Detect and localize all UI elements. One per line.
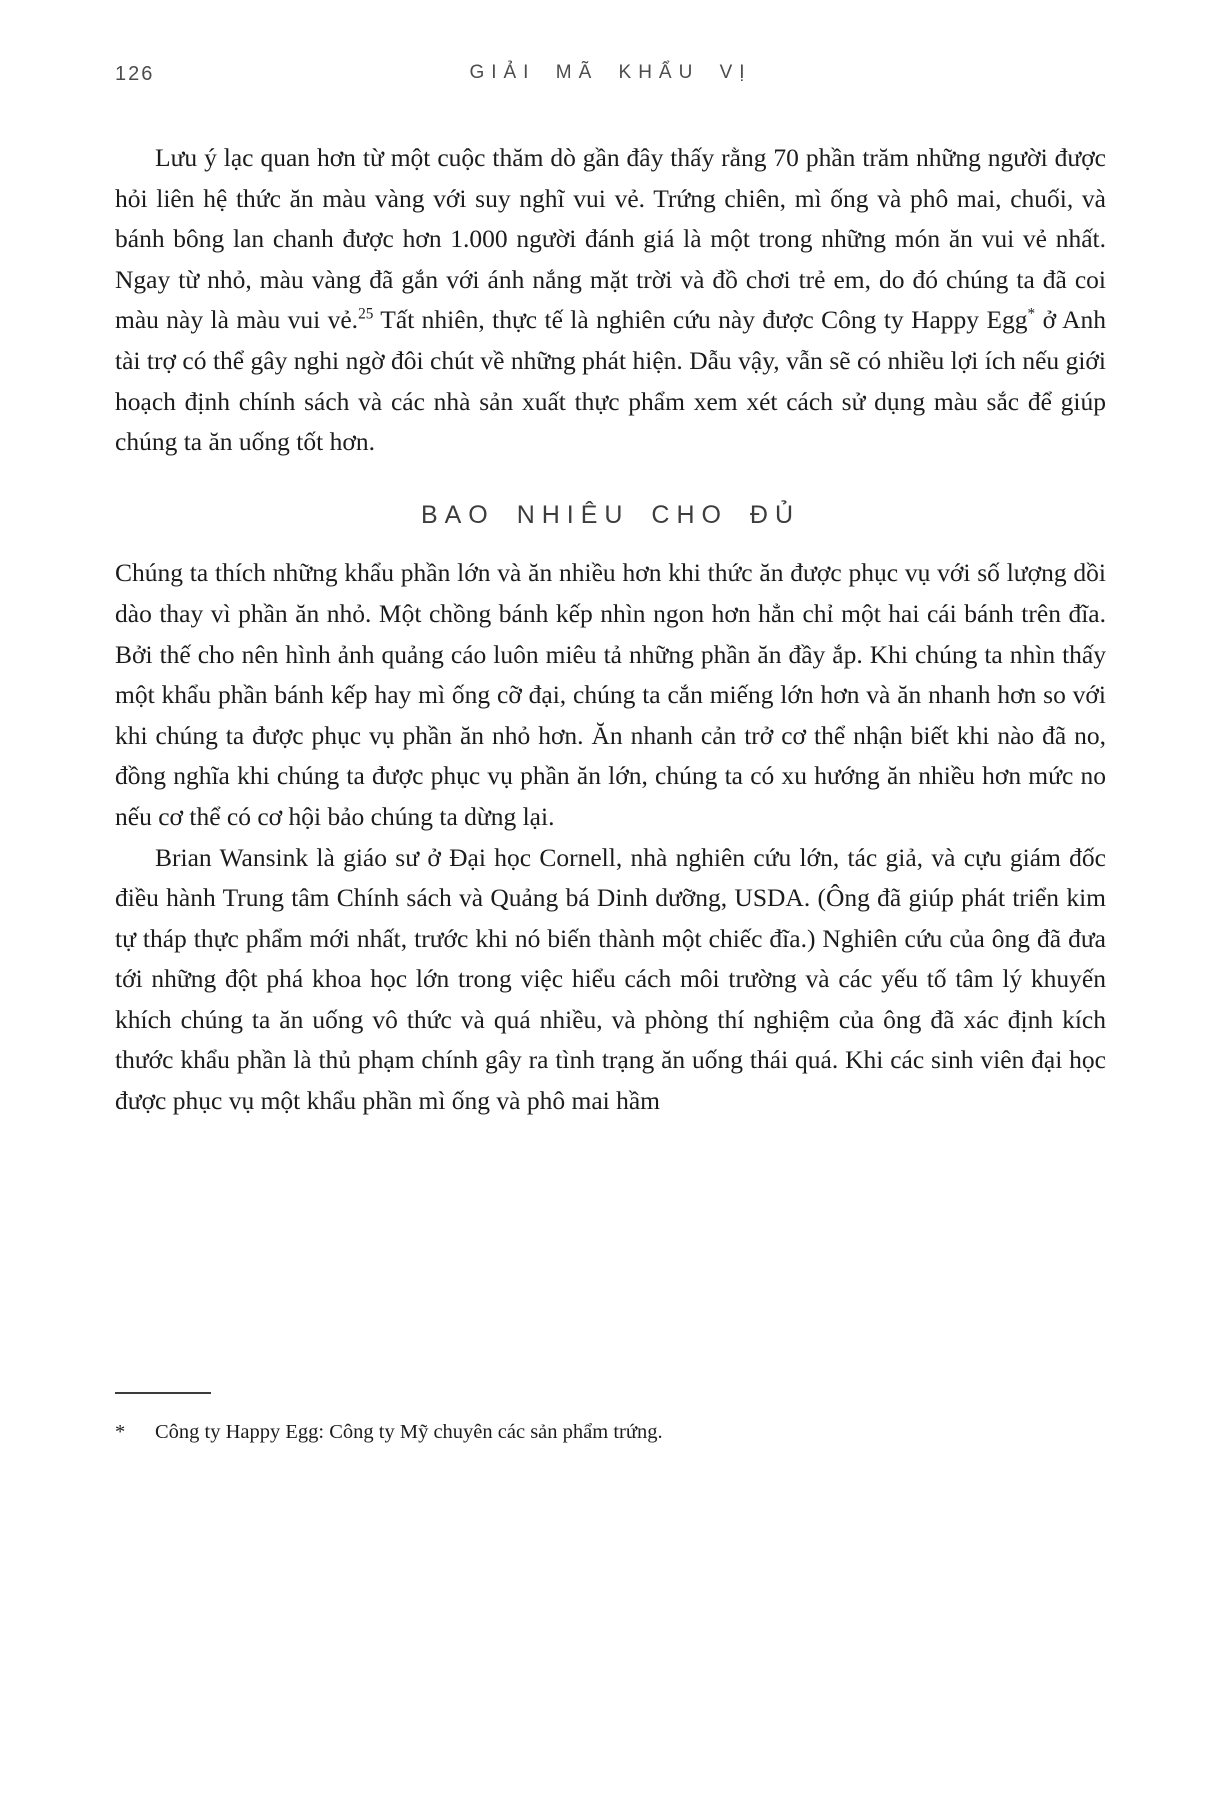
page-header [115,62,1106,90]
paragraph-2: Chúng ta thích những khẩu phần lớn và ăn nhiều hơn khi thức ăn được phục vụ với số lượng dồi dào thay vì phần ăn nhỏ. Một chồng bánh kếp nhìn ngon hơn hẳn chỉ một hai cái bánh trên đĩa. Bởi thế cho nên hình ảnh quảng cáo luôn miêu tả những phần ăn đầy ắp. Khi chúng ta nhìn thấy một khẩu phần bánh kếp hay mì ống cỡ đại, chúng ta cắn miếng lớn hơn và ăn nhanh hơn so với khi chúng ta được phục vụ phần ăn nhỏ hơn. Ăn nhanh cản trở cơ thể nhận biết khi nào đã no, đồng nghĩa khi chúng ta được phục vụ phần ăn lớn, chúng ta có xu hướng ăn nhiều hơn mức no nếu cơ thể có cơ hội bảo chúng ta dừng lại. [115,558,1106,831]
footnote-marker: * [115,1421,126,1443]
paragraph-1-text: Lưu ý lạc quan hơn từ một cuộc thăm dò gần đây thấy rằng 70 phần trăm những người được hỏi liên hệ thức ăn màu vàng với suy nghĩ vui vẻ. Trứng chiên, mì ống và phô mai, chuối, và bánh bông lan chanh được hơn 1.000 người đánh giá là một trong những món ăn vui vẻ nhất. Ngay từ nhỏ, màu vàng đã gắn với ánh nắng mặt trời và đồ chơi trẻ em, do đó chúng ta đã coi màu này là màu vui vẻ. [115,143,1106,335]
paragraph-3: Brian Wansink là giáo sư ở Đại học Cornell, nhà nghiên cứu lớn, tác giả, và cựu giám đốc điều hành Trung tâm Chính sách và Quảng bá Dinh dưỡng, USDA. (Ông đã giúp phát triển kim tự tháp thực phẩm mới nhất, trước khi nó biến thành một chiếc đĩa.) Nghiên cứu của ông đã đưa tới những đột phá khoa học lớn trong việc hiểu cách môi trường và các yếu tố tâm lý khuyến khích chúng ta ăn uống vô thức và quá nhiều, và phòng thí nghiệm của ông đã xác định kích thước khẩu phần là thủ phạm chính gây ra tình trạng ăn uống thái quá. Khi các sinh viên đại học được phục vụ một khẩu phần mì ống và phô mai hầm [115,842,1106,1116]
paragraph-1-text-3: ở Anh tài trợ có thể gây nghi ngờ đôi chút về những phát hiện. Dẫu vậy, vẫn sẽ có nhiều lợi ích nếu giới hoạch định chính sách và các nhà sản xuất thực phẩm xem xét cách sử dụng màu sắc để giúp chúng ta ăn uống tốt hơn. [115,305,1106,457]
footnote-reference-25: 25 [358,305,374,323]
paragraph-1-text-2: Tất nhiên, thực tế là nghiên cứu này được Công ty Happy Egg [373,305,1028,335]
footnote [115,1418,1106,1446]
section-heading: BAO NHIÊU CHO ĐỦ [420,500,801,529]
footnote-text: Công ty Happy Egg: Công ty Mỹ chuyên các sản phẩm trứng. [155,1421,663,1443]
running-header-title: GIẢI MÃ KHẨU VỊ [469,62,752,83]
page-body [115,138,1106,1122]
footnote-divider [115,1392,211,1394]
footnote-area [115,1392,1106,1446]
page-number: 126 [115,63,155,85]
paragraph-1 [115,138,1106,463]
footnote-reference-asterisk: * [1027,305,1036,323]
